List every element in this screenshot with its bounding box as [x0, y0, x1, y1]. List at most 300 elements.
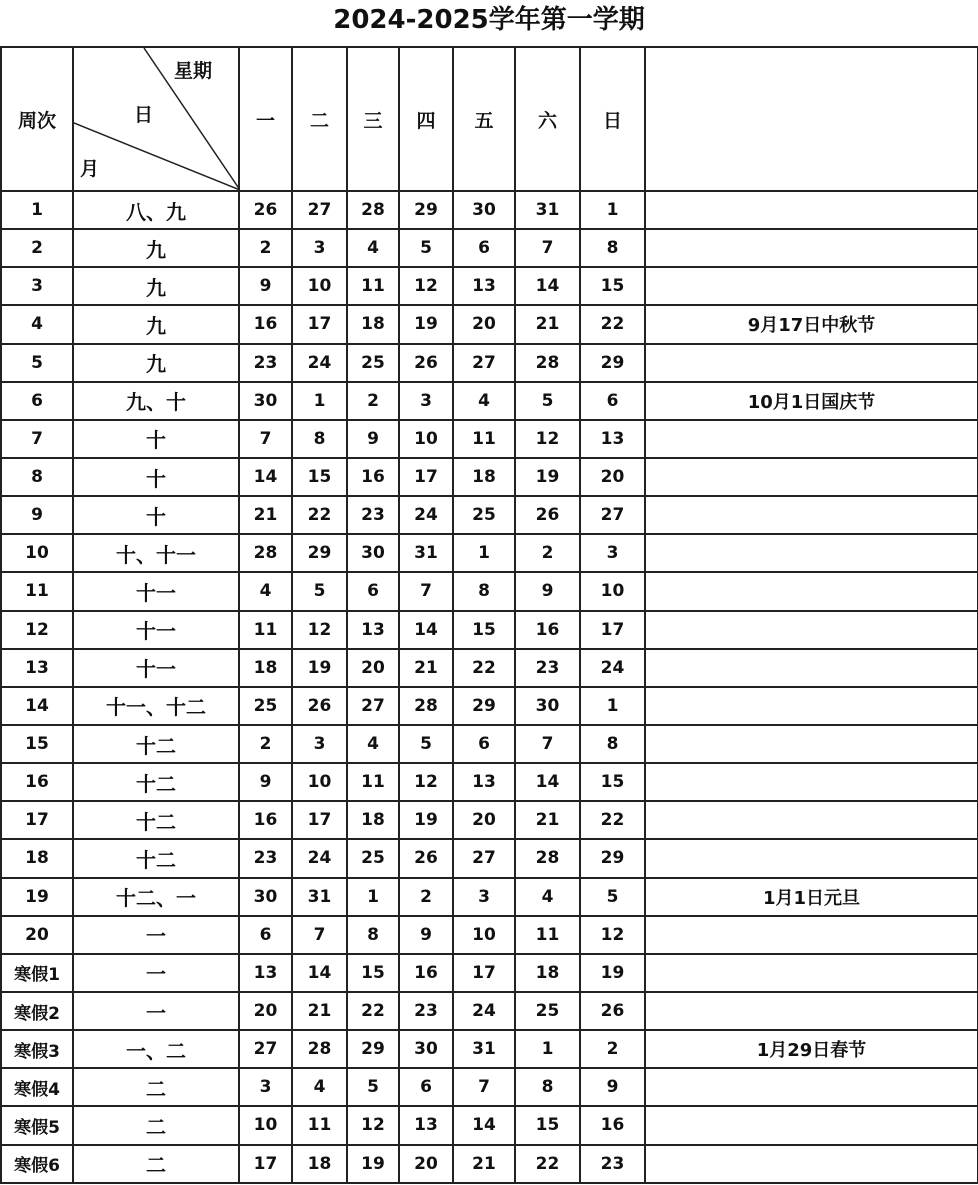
date-cell: 29 — [399, 191, 453, 229]
date-cell: 27 — [453, 839, 515, 877]
holiday-note-cell — [645, 191, 978, 229]
week-number-cell: 13 — [1, 649, 73, 687]
date-cell: 1 — [580, 191, 645, 229]
week-number-cell: 11 — [1, 572, 73, 610]
table-row — [1, 916, 978, 954]
month-cell: 十一 — [73, 649, 239, 687]
date-cell: 15 — [347, 954, 399, 992]
table-row — [1, 649, 978, 687]
week-number-cell: 8 — [1, 458, 73, 496]
holiday-note-cell — [645, 344, 978, 382]
date-cell: 14 — [515, 763, 580, 801]
date-cell: 4 — [347, 725, 399, 763]
date-cell: 10 — [580, 572, 645, 610]
month-cell: 二 — [73, 1145, 239, 1183]
date-cell: 29 — [453, 687, 515, 725]
date-cell: 18 — [292, 1145, 347, 1183]
date-cell: 26 — [292, 687, 347, 725]
week-number-cell: 18 — [1, 839, 73, 877]
date-cell: 19 — [292, 649, 347, 687]
week-number-cell: 19 — [1, 878, 73, 916]
date-cell: 23 — [239, 839, 292, 877]
date-cell: 26 — [399, 344, 453, 382]
date-cell: 20 — [580, 458, 645, 496]
date-cell: 9 — [239, 763, 292, 801]
date-cell: 20 — [453, 801, 515, 839]
date-cell: 27 — [347, 687, 399, 725]
date-cell: 31 — [515, 191, 580, 229]
date-cell: 1 — [347, 878, 399, 916]
date-cell: 27 — [453, 344, 515, 382]
date-cell: 22 — [453, 649, 515, 687]
holiday-note-cell — [645, 801, 978, 839]
date-cell: 13 — [239, 954, 292, 992]
week-number-cell: 9 — [1, 496, 73, 534]
date-cell: 2 — [347, 382, 399, 420]
month-cell: 八、九 — [73, 191, 239, 229]
date-cell: 8 — [580, 229, 645, 267]
date-cell: 11 — [453, 420, 515, 458]
table-row — [1, 725, 978, 763]
date-cell: 4 — [239, 572, 292, 610]
table-row — [1, 801, 978, 839]
date-cell: 22 — [292, 496, 347, 534]
date-cell: 19 — [399, 801, 453, 839]
holiday-note-cell — [645, 611, 978, 649]
date-cell: 28 — [399, 687, 453, 725]
table-row — [1, 1145, 978, 1183]
holiday-note-cell — [645, 534, 978, 572]
date-cell: 31 — [292, 878, 347, 916]
date-cell: 4 — [292, 1068, 347, 1106]
date-cell: 2 — [239, 725, 292, 763]
date-cell: 9 — [580, 1068, 645, 1106]
table-row — [1, 229, 978, 267]
date-cell: 24 — [292, 839, 347, 877]
week-number-cell: 12 — [1, 611, 73, 649]
month-cell: 一、二 — [73, 1030, 239, 1068]
header-weekday: 一 — [239, 47, 292, 191]
date-cell: 21 — [399, 649, 453, 687]
date-cell: 30 — [399, 1030, 453, 1068]
date-cell: 21 — [515, 305, 580, 343]
date-cell: 7 — [515, 229, 580, 267]
date-cell: 17 — [399, 458, 453, 496]
date-cell: 11 — [347, 763, 399, 801]
date-cell: 3 — [239, 1068, 292, 1106]
month-cell: 十二 — [73, 839, 239, 877]
date-cell: 18 — [347, 801, 399, 839]
month-cell: 十二 — [73, 801, 239, 839]
week-number-cell: 6 — [1, 382, 73, 420]
date-cell: 21 — [239, 496, 292, 534]
date-cell: 12 — [515, 420, 580, 458]
date-cell: 10 — [239, 1106, 292, 1144]
header-note — [645, 47, 978, 191]
month-cell: 十 — [73, 496, 239, 534]
date-cell: 13 — [580, 420, 645, 458]
date-cell: 18 — [453, 458, 515, 496]
week-number-cell: 寒假1 — [1, 954, 73, 992]
date-cell: 2 — [399, 878, 453, 916]
date-cell: 22 — [580, 305, 645, 343]
date-cell: 25 — [347, 344, 399, 382]
week-number-cell: 寒假5 — [1, 1106, 73, 1144]
week-number-cell: 5 — [1, 344, 73, 382]
date-cell: 5 — [399, 229, 453, 267]
date-cell: 11 — [292, 1106, 347, 1144]
date-cell: 10 — [292, 267, 347, 305]
date-cell: 20 — [239, 992, 292, 1030]
month-cell: 九 — [73, 229, 239, 267]
table-row — [1, 382, 978, 420]
month-cell: 十、十一 — [73, 534, 239, 572]
date-cell: 17 — [292, 305, 347, 343]
date-cell: 5 — [515, 382, 580, 420]
date-cell: 21 — [515, 801, 580, 839]
table-row — [1, 420, 978, 458]
holiday-note-cell: 10月1日国庆节 — [645, 382, 978, 420]
table-row — [1, 305, 978, 343]
date-cell: 19 — [399, 305, 453, 343]
header-weekday: 六 — [515, 47, 580, 191]
week-number-cell: 寒假3 — [1, 1030, 73, 1068]
date-cell: 12 — [399, 763, 453, 801]
date-cell: 17 — [239, 1145, 292, 1183]
date-cell: 14 — [399, 611, 453, 649]
month-cell: 一 — [73, 992, 239, 1030]
semester-calendar-table — [0, 46, 978, 1184]
month-cell: 一 — [73, 916, 239, 954]
holiday-note-cell — [645, 649, 978, 687]
date-cell: 27 — [580, 496, 645, 534]
header-week-number: 周次 — [1, 47, 73, 191]
table-row — [1, 572, 978, 610]
date-cell: 1 — [453, 534, 515, 572]
week-number-cell: 17 — [1, 801, 73, 839]
date-cell: 26 — [399, 839, 453, 877]
date-cell: 15 — [580, 763, 645, 801]
month-cell: 十 — [73, 420, 239, 458]
date-cell: 1 — [292, 382, 347, 420]
date-cell: 15 — [292, 458, 347, 496]
month-cell: 二 — [73, 1106, 239, 1144]
calendar-body — [1, 191, 978, 1183]
date-cell: 11 — [347, 267, 399, 305]
date-cell: 10 — [292, 763, 347, 801]
table-row — [1, 496, 978, 534]
month-cell: 十一、十二 — [73, 687, 239, 725]
date-cell: 9 — [239, 267, 292, 305]
header-weekday: 五 — [453, 47, 515, 191]
date-cell: 23 — [239, 344, 292, 382]
date-cell: 30 — [239, 382, 292, 420]
date-cell: 7 — [399, 572, 453, 610]
date-cell: 16 — [515, 611, 580, 649]
date-cell: 7 — [239, 420, 292, 458]
table-row — [1, 1030, 978, 1068]
date-cell: 23 — [515, 649, 580, 687]
date-cell: 19 — [347, 1145, 399, 1183]
date-cell: 3 — [292, 229, 347, 267]
date-cell: 16 — [239, 305, 292, 343]
holiday-note-cell — [645, 992, 978, 1030]
date-cell: 12 — [292, 611, 347, 649]
date-cell: 19 — [580, 954, 645, 992]
date-cell: 29 — [347, 1030, 399, 1068]
holiday-note-cell — [645, 725, 978, 763]
date-cell: 13 — [453, 763, 515, 801]
date-cell: 7 — [453, 1068, 515, 1106]
week-number-cell: 20 — [1, 916, 73, 954]
date-cell: 3 — [580, 534, 645, 572]
table-row — [1, 687, 978, 725]
date-cell: 22 — [515, 1145, 580, 1183]
date-cell: 27 — [239, 1030, 292, 1068]
date-cell: 24 — [292, 344, 347, 382]
holiday-note-cell — [645, 572, 978, 610]
table-row — [1, 1106, 978, 1144]
date-cell: 6 — [347, 572, 399, 610]
table-row — [1, 992, 978, 1030]
date-cell: 16 — [239, 801, 292, 839]
date-cell: 24 — [580, 649, 645, 687]
date-cell: 11 — [515, 916, 580, 954]
date-cell: 23 — [347, 496, 399, 534]
table-row — [1, 878, 978, 916]
date-cell: 17 — [580, 611, 645, 649]
date-cell: 25 — [453, 496, 515, 534]
holiday-note-cell — [645, 420, 978, 458]
month-cell: 十二 — [73, 763, 239, 801]
table-row — [1, 344, 978, 382]
date-cell: 18 — [239, 649, 292, 687]
date-cell: 15 — [515, 1106, 580, 1144]
date-cell: 15 — [580, 267, 645, 305]
holiday-note-cell — [645, 763, 978, 801]
week-number-cell: 3 — [1, 267, 73, 305]
date-cell: 5 — [399, 725, 453, 763]
date-cell: 16 — [580, 1106, 645, 1144]
holiday-note-cell — [645, 1068, 978, 1106]
header-weekday-label: 星期 — [173, 60, 212, 82]
header-month-label: 月 — [80, 158, 100, 180]
table-row — [1, 1068, 978, 1106]
table-row — [1, 534, 978, 572]
date-cell: 28 — [515, 344, 580, 382]
date-cell: 28 — [347, 191, 399, 229]
month-cell: 九、十 — [73, 382, 239, 420]
table-row — [1, 954, 978, 992]
date-cell: 30 — [453, 191, 515, 229]
header-row — [1, 47, 978, 191]
week-number-cell: 14 — [1, 687, 73, 725]
month-cell: 九 — [73, 344, 239, 382]
date-cell: 20 — [453, 305, 515, 343]
date-cell: 12 — [347, 1106, 399, 1144]
date-cell: 30 — [347, 534, 399, 572]
table-row — [1, 839, 978, 877]
month-cell: 十二、一 — [73, 878, 239, 916]
holiday-note-cell — [645, 954, 978, 992]
date-cell: 18 — [515, 954, 580, 992]
month-cell: 九 — [73, 305, 239, 343]
date-cell: 26 — [239, 191, 292, 229]
date-cell: 5 — [292, 572, 347, 610]
month-cell: 二 — [73, 1068, 239, 1106]
date-cell: 5 — [580, 878, 645, 916]
date-cell: 25 — [515, 992, 580, 1030]
date-cell: 6 — [399, 1068, 453, 1106]
holiday-note-cell — [645, 267, 978, 305]
date-cell: 9 — [399, 916, 453, 954]
date-cell: 29 — [580, 839, 645, 877]
date-cell: 20 — [399, 1145, 453, 1183]
month-cell: 一 — [73, 954, 239, 992]
date-cell: 14 — [292, 954, 347, 992]
date-cell: 3 — [292, 725, 347, 763]
date-cell: 31 — [399, 534, 453, 572]
week-number-cell: 4 — [1, 305, 73, 343]
week-number-cell: 寒假2 — [1, 992, 73, 1030]
header-day-label: 日 — [134, 104, 154, 126]
week-number-cell: 7 — [1, 420, 73, 458]
date-cell: 2 — [580, 1030, 645, 1068]
date-cell: 9 — [347, 420, 399, 458]
date-cell: 6 — [453, 725, 515, 763]
header-weekday: 二 — [292, 47, 347, 191]
holiday-note-cell — [645, 687, 978, 725]
date-cell: 9 — [515, 572, 580, 610]
week-number-cell: 寒假6 — [1, 1145, 73, 1183]
date-cell: 4 — [347, 229, 399, 267]
table-row — [1, 191, 978, 229]
header-weekday: 日 — [580, 47, 645, 191]
month-cell: 十一 — [73, 611, 239, 649]
holiday-note-cell — [645, 1145, 978, 1183]
month-cell: 十一 — [73, 572, 239, 610]
week-number-cell: 15 — [1, 725, 73, 763]
date-cell: 3 — [399, 382, 453, 420]
date-cell: 8 — [347, 916, 399, 954]
date-cell: 17 — [453, 954, 515, 992]
table-row — [1, 763, 978, 801]
week-number-cell: 2 — [1, 229, 73, 267]
week-number-cell: 10 — [1, 534, 73, 572]
date-cell: 31 — [453, 1030, 515, 1068]
date-cell: 26 — [580, 992, 645, 1030]
date-cell: 8 — [292, 420, 347, 458]
header-corner-cell — [73, 47, 239, 191]
date-cell: 10 — [453, 916, 515, 954]
date-cell: 3 — [453, 878, 515, 916]
date-cell: 23 — [580, 1145, 645, 1183]
date-cell: 10 — [399, 420, 453, 458]
date-cell: 29 — [292, 534, 347, 572]
table-row — [1, 611, 978, 649]
week-number-cell: 1 — [1, 191, 73, 229]
date-cell: 7 — [292, 916, 347, 954]
date-cell: 7 — [515, 725, 580, 763]
date-cell: 25 — [347, 839, 399, 877]
date-cell: 8 — [453, 572, 515, 610]
month-cell: 九 — [73, 267, 239, 305]
month-cell: 十二 — [73, 725, 239, 763]
diagonal-header — [74, 48, 238, 190]
date-cell: 28 — [515, 839, 580, 877]
date-cell: 29 — [580, 344, 645, 382]
date-cell: 4 — [453, 382, 515, 420]
date-cell: 24 — [453, 992, 515, 1030]
date-cell: 22 — [347, 992, 399, 1030]
date-cell: 8 — [580, 725, 645, 763]
date-cell: 28 — [239, 534, 292, 572]
holiday-note-cell — [645, 916, 978, 954]
header-weekday: 四 — [399, 47, 453, 191]
date-cell: 14 — [515, 267, 580, 305]
holiday-note-cell — [645, 496, 978, 534]
month-cell: 十 — [73, 458, 239, 496]
date-cell: 20 — [347, 649, 399, 687]
date-cell: 8 — [515, 1068, 580, 1106]
holiday-note-cell: 9月17日中秋节 — [645, 305, 978, 343]
date-cell: 16 — [347, 458, 399, 496]
date-cell: 24 — [399, 496, 453, 534]
date-cell: 15 — [453, 611, 515, 649]
week-number-cell: 寒假4 — [1, 1068, 73, 1106]
date-cell: 25 — [239, 687, 292, 725]
page-title: 2024-2025学年第一学期 — [333, 5, 645, 35]
date-cell: 2 — [515, 534, 580, 572]
date-cell: 12 — [580, 916, 645, 954]
table-row — [1, 267, 978, 305]
date-cell: 6 — [239, 916, 292, 954]
date-cell: 17 — [292, 801, 347, 839]
date-cell: 12 — [399, 267, 453, 305]
date-cell: 26 — [515, 496, 580, 534]
date-cell: 21 — [292, 992, 347, 1030]
date-cell: 13 — [347, 611, 399, 649]
date-cell: 6 — [453, 229, 515, 267]
date-cell: 1 — [580, 687, 645, 725]
date-cell: 18 — [347, 305, 399, 343]
holiday-note-cell — [645, 229, 978, 267]
date-cell: 6 — [580, 382, 645, 420]
date-cell: 16 — [399, 954, 453, 992]
holiday-note-cell — [645, 839, 978, 877]
date-cell: 23 — [399, 992, 453, 1030]
holiday-note-cell — [645, 458, 978, 496]
date-cell: 13 — [453, 267, 515, 305]
date-cell: 4 — [515, 878, 580, 916]
date-cell: 19 — [515, 458, 580, 496]
date-cell: 21 — [453, 1145, 515, 1183]
date-cell: 14 — [453, 1106, 515, 1144]
date-cell: 1 — [515, 1030, 580, 1068]
header-weekday: 三 — [347, 47, 399, 191]
date-cell: 14 — [239, 458, 292, 496]
date-cell: 28 — [292, 1030, 347, 1068]
date-cell: 22 — [580, 801, 645, 839]
week-number-cell: 16 — [1, 763, 73, 801]
table-row — [1, 458, 978, 496]
date-cell: 13 — [399, 1106, 453, 1144]
date-cell: 2 — [239, 229, 292, 267]
date-cell: 30 — [239, 878, 292, 916]
holiday-note-cell: 1月1日元旦 — [645, 878, 978, 916]
date-cell: 30 — [515, 687, 580, 725]
date-cell: 27 — [292, 191, 347, 229]
